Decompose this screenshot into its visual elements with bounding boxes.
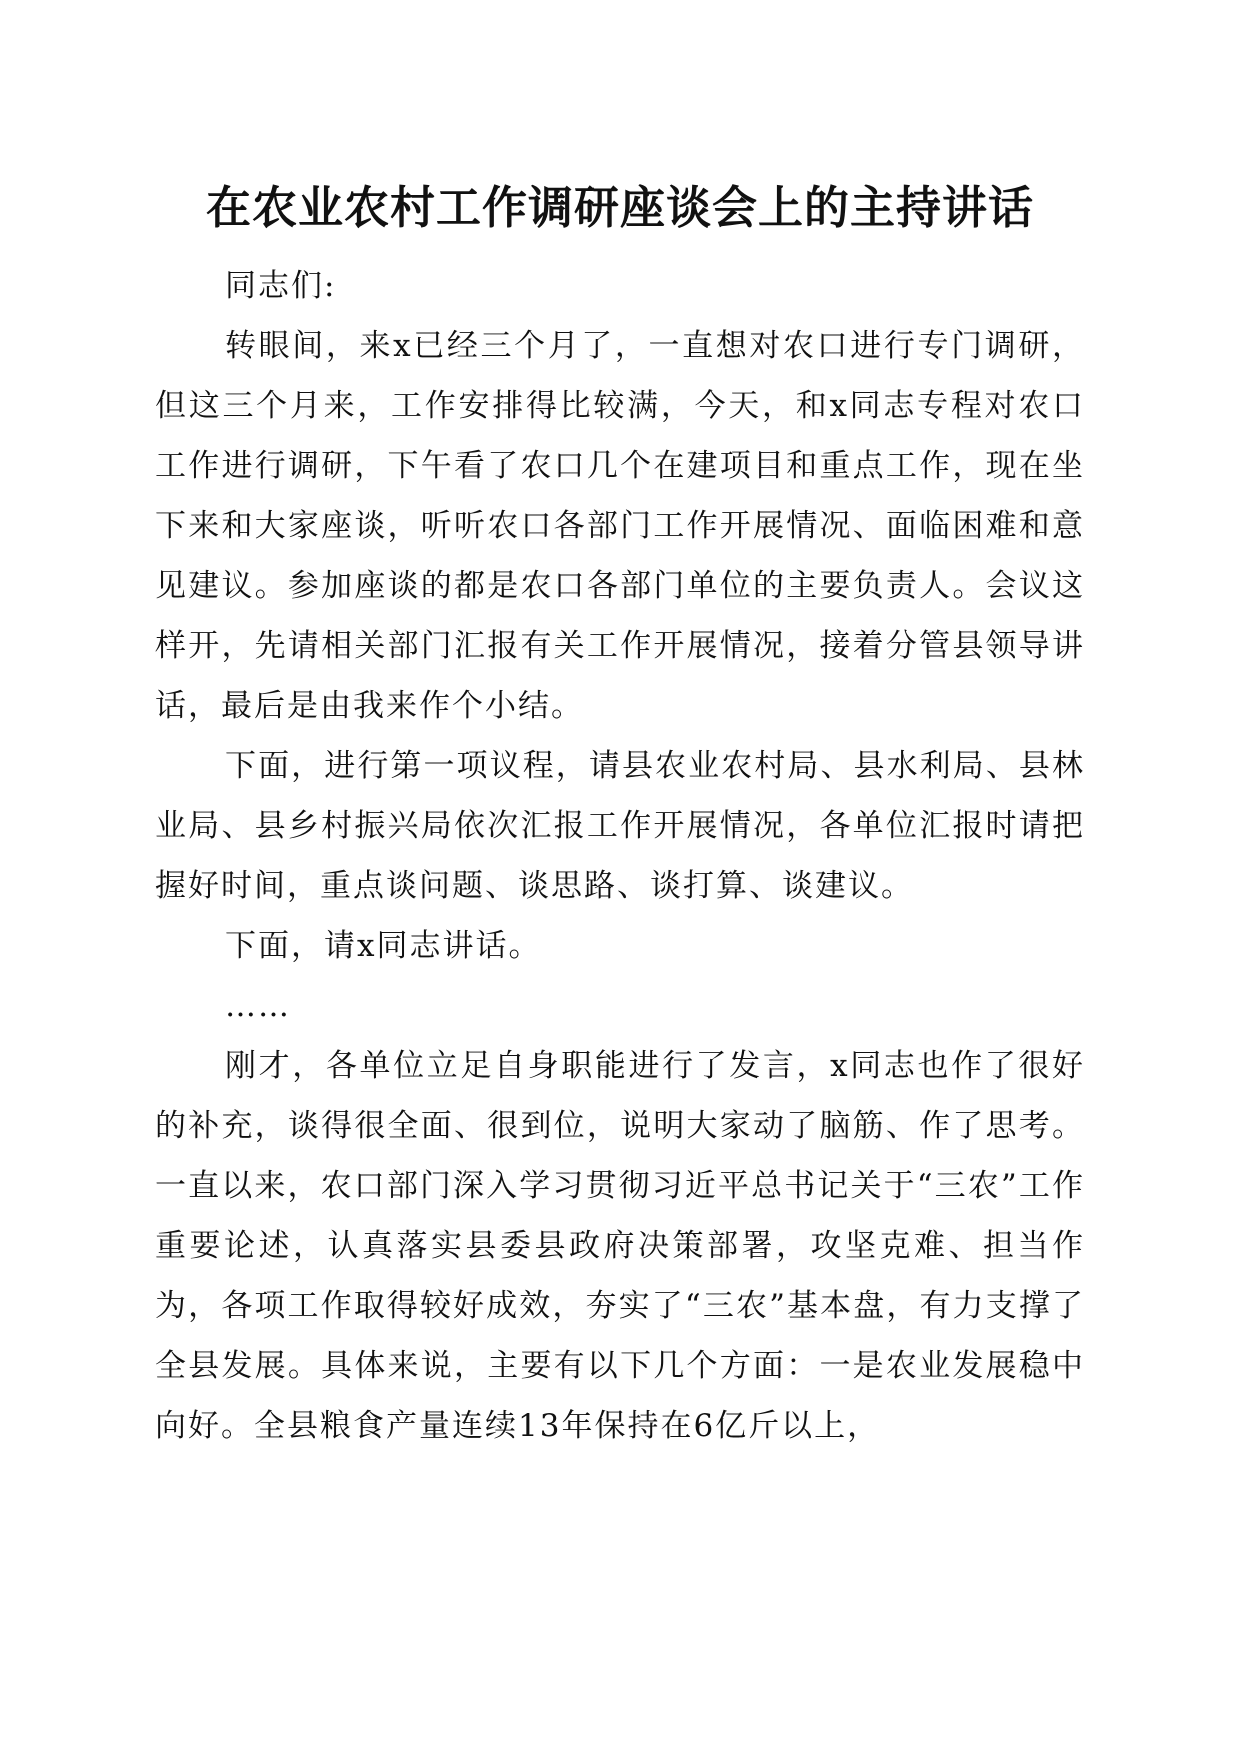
paragraph-opening: 转眼间，来x已经三个月了，一直想对农口进行专门调研，但这三个月来，工作安排得比较满，今天，和x同志专程对农口工作进行调研，下午看了农口几个在建项目和重点工作，现在坐下来和大家座谈，听听农口各部门工作开展情况、面临困难和意见建议。参加座谈的都是农口各部门单位的主要负责人。会议这样开，先请相关部门汇报有关工作开展情况，接着分管县领导讲话，最后是由我来作个小结。 [155,328,1085,724]
paragraph-summary: 刚才，各单位立足自身职能进行了发言，x同志也作了很好的补充，谈得很全面、很到位，说明大家动了脑筋、作了思考。一直以来，农口部门深入学习贯彻习近平总书记关于“三农”工作重要论述，认真落实县委县政府决策部署，攻坚克难、担当作为，各项工作取得较好成效，夯实了“三农”基本盘，有力支撑了全县发展。具体来说，主要有以下几个方面：一是农业发展稳中向好。全县粮食产量连续13年保持在6亿斤以上， [155,1048,1085,1444]
paragraph-speech-invite: 下面，请x同志讲话。 [225,928,542,964]
document-body [155,256,1085,1456]
paragraph-ellipsis: …… [225,988,291,1024]
document-title: 在农业农村工作调研座谈会上的主持讲话 [205,181,1034,234]
paragraph-salutation: 同志们: [225,268,337,304]
paragraph-agenda-one: 下面，进行第一项议程，请县农业农村局、县水利局、县林业局、县乡村振兴局依次汇报工作开展情况，各单位汇报时请把握好时间，重点谈问题、谈思路、谈打算、谈建议。 [155,748,1085,904]
